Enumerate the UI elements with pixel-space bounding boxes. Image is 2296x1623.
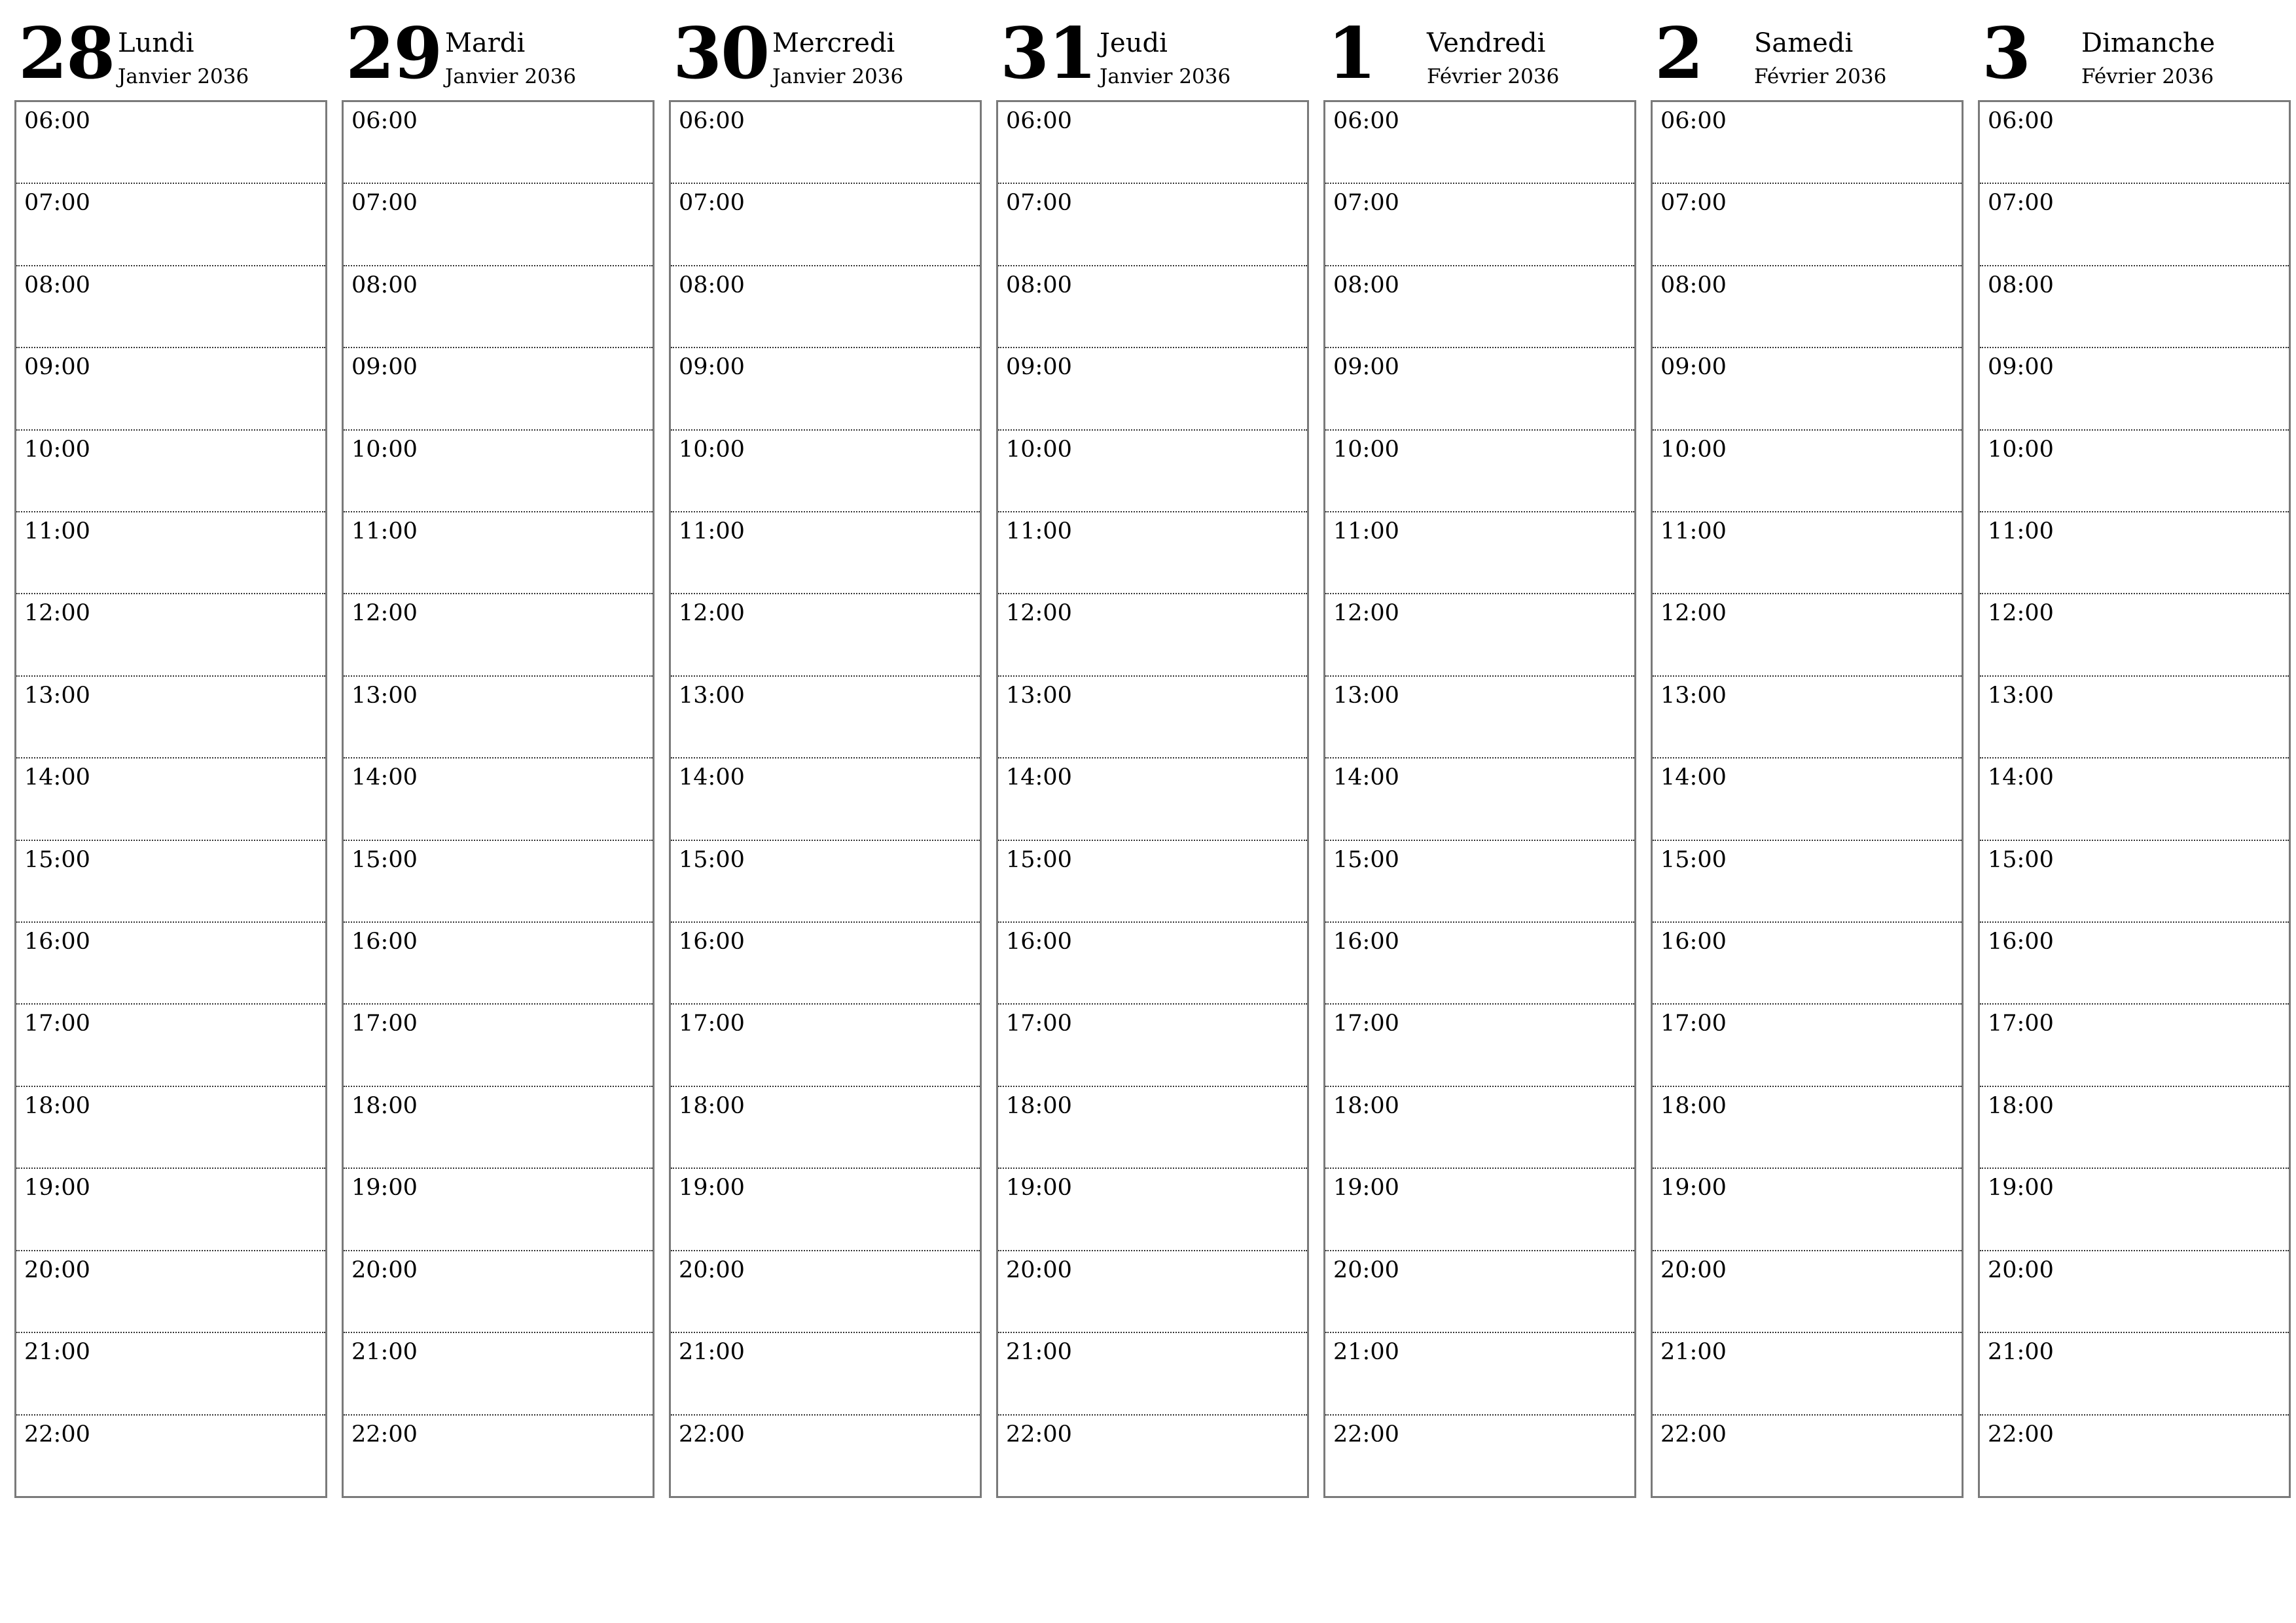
day-number: 30 (673, 12, 769, 95)
day-month: Janvier 2036 (772, 65, 904, 88)
day-month: Janvier 2036 (118, 65, 249, 88)
time-slot[interactable]: 12:00 (998, 594, 1307, 676)
time-slot[interactable]: 13:00 (1325, 677, 1634, 758)
time-slot[interactable]: 11:00 (998, 512, 1307, 594)
hour-grid (669, 100, 982, 1498)
day-column-friday (1323, 13, 1636, 1505)
time-slot[interactable]: 07:00 (1980, 184, 2289, 266)
time-slot[interactable]: 20:00 (344, 1251, 653, 1333)
time-slot[interactable]: 22:00 (1660, 1421, 1727, 1448)
day-header (996, 13, 1309, 100)
day-column-thursday (996, 13, 1309, 1505)
time-slot[interactable]: 16:00 (16, 923, 325, 1005)
day-month: Février 2036 (2081, 65, 2214, 88)
day-header (669, 13, 982, 100)
time-slot[interactable]: 14:00 (1980, 758, 2289, 840)
time-slot[interactable]: 12:00 (1653, 594, 1962, 676)
time-slot[interactable]: 13:00 (16, 677, 325, 758)
time-slot[interactable]: 19:00 (1325, 1169, 1634, 1251)
time-slot[interactable]: 16:00 (1653, 923, 1962, 1005)
time-slot[interactable]: 09:00 (1980, 348, 2289, 430)
time-slot[interactable]: 15:00 (998, 841, 1307, 923)
day-name: Dimanche (2081, 28, 2215, 58)
time-slot[interactable]: 11:00 (344, 512, 653, 594)
time-slot[interactable]: 16:00 (1980, 923, 2289, 1005)
time-slot[interactable]: 18:00 (671, 1087, 980, 1169)
hour-grid (1651, 100, 1964, 1498)
time-slot[interactable]: 09:00 (671, 348, 980, 430)
time-slot[interactable]: 08:00 (1980, 266, 2289, 348)
time-slot[interactable]: 20:00 (998, 1251, 1307, 1333)
time-slot[interactable]: 21:00 (1653, 1333, 1962, 1415)
time-slot[interactable]: 20:00 (1653, 1251, 1962, 1333)
time-slot[interactable]: 12:00 (344, 594, 653, 676)
time-slot[interactable]: 17:00 (998, 1005, 1307, 1086)
time-slot[interactable]: 22:00 (679, 1421, 745, 1448)
time-slot[interactable]: 11:00 (1325, 512, 1634, 594)
time-slot[interactable]: 16:00 (1325, 923, 1634, 1005)
day-header (1978, 13, 2291, 100)
time-slot[interactable]: 16:00 (998, 923, 1307, 1005)
day-number: 31 (1000, 12, 1096, 95)
time-slot[interactable]: 06:00 (344, 102, 653, 184)
hour-grid (1323, 100, 1636, 1498)
time-slot[interactable]: 11:00 (1653, 512, 1962, 594)
time-slot[interactable]: 09:00 (1653, 348, 1962, 430)
time-slot[interactable]: 11:00 (1980, 512, 2289, 594)
time-slot[interactable]: 20:00 (1325, 1251, 1634, 1333)
time-slot[interactable]: 09:00 (998, 348, 1307, 430)
day-column-sunday (1978, 13, 2291, 1505)
day-meta (118, 18, 249, 92)
time-slot[interactable]: 10:00 (344, 431, 653, 512)
hour-grid (1978, 100, 2291, 1498)
time-slot[interactable]: 07:00 (998, 184, 1307, 266)
time-slot[interactable]: 18:00 (1653, 1087, 1962, 1169)
day-meta (1754, 18, 1886, 92)
time-slot[interactable]: 13:00 (1980, 677, 2289, 758)
time-slot[interactable]: 08:00 (1325, 266, 1634, 348)
day-name: Jeudi (1100, 28, 1168, 58)
time-slot[interactable]: 07:00 (1325, 184, 1634, 266)
hour-grid (14, 100, 327, 1498)
time-slot[interactable]: 21:00 (1325, 1333, 1634, 1415)
time-slot[interactable]: 10:00 (1980, 431, 2289, 512)
time-slot[interactable]: 21:00 (998, 1333, 1307, 1415)
day-meta (1427, 18, 1559, 92)
day-name: Lundi (118, 28, 194, 58)
day-month: Janvier 2036 (1100, 65, 1231, 88)
day-name: Samedi (1754, 28, 1854, 58)
day-month: Février 2036 (1427, 65, 1560, 88)
day-header (342, 13, 655, 100)
time-slot[interactable]: 12:00 (16, 594, 325, 676)
day-number: 2 (1655, 12, 1703, 95)
time-slot[interactable]: 20:00 (671, 1251, 980, 1333)
time-slot[interactable]: 08:00 (671, 266, 980, 348)
time-slot[interactable]: 07:00 (344, 184, 653, 266)
time-slot[interactable]: 08:00 (998, 266, 1307, 348)
time-slot[interactable]: 17:00 (1653, 1005, 1962, 1086)
day-column-tuesday (342, 13, 655, 1505)
time-slot[interactable]: 06:00 (998, 102, 1307, 184)
time-slot[interactable]: 18:00 (1325, 1087, 1634, 1169)
day-column-saturday (1651, 13, 1964, 1505)
time-slot[interactable]: 06:00 (1325, 102, 1634, 184)
time-slot[interactable]: 19:00 (998, 1169, 1307, 1251)
day-meta (772, 18, 903, 92)
time-slot[interactable]: 22:00 (1006, 1421, 1072, 1448)
time-slot[interactable]: 17:00 (344, 1005, 653, 1086)
time-slot[interactable]: 10:00 (1653, 431, 1962, 512)
time-slot[interactable]: 10:00 (16, 431, 325, 512)
time-slot[interactable]: 20:00 (16, 1251, 325, 1333)
time-slot[interactable]: 22:00 (1988, 1421, 2054, 1448)
day-meta (1100, 18, 1230, 92)
day-month: Février 2036 (1754, 65, 1887, 88)
hour-grid (342, 100, 655, 1498)
time-slot[interactable]: 13:00 (344, 677, 653, 758)
day-number: 28 (18, 12, 115, 95)
day-column-wednesday (669, 13, 982, 1505)
time-slot[interactable]: 22:00 (24, 1421, 90, 1448)
time-slot[interactable]: 09:00 (344, 348, 653, 430)
time-slot[interactable]: 12:00 (1980, 594, 2289, 676)
day-number: 3 (1982, 12, 2030, 95)
time-slot[interactable]: 06:00 (671, 102, 980, 184)
time-slot[interactable]: 17:00 (1325, 1005, 1634, 1086)
day-meta (2081, 18, 2215, 92)
day-header (1323, 13, 1636, 100)
time-slot[interactable]: 15:00 (1325, 841, 1634, 923)
time-slot[interactable]: 22:00 (351, 1421, 418, 1448)
day-header (1651, 13, 1964, 100)
time-slot[interactable]: 19:00 (671, 1169, 980, 1251)
time-slot[interactable]: 19:00 (1653, 1169, 1962, 1251)
day-name: Vendredi (1427, 28, 1546, 58)
time-slot[interactable]: 14:00 (671, 758, 980, 840)
time-slot[interactable]: 08:00 (344, 266, 653, 348)
time-slot[interactable]: 18:00 (344, 1087, 653, 1169)
time-slot[interactable]: 21:00 (1980, 1333, 2289, 1415)
day-meta (445, 18, 576, 92)
time-slot[interactable]: 06:00 (1980, 102, 2289, 184)
time-slot[interactable]: 19:00 (1980, 1169, 2289, 1251)
time-slot[interactable]: 21:00 (344, 1333, 653, 1415)
weekly-planner (14, 13, 2292, 1505)
time-slot[interactable]: 18:00 (16, 1087, 325, 1169)
time-slot[interactable]: 10:00 (1325, 431, 1634, 512)
time-slot[interactable]: 07:00 (1653, 184, 1962, 266)
time-slot[interactable]: 06:00 (16, 102, 325, 184)
time-slot[interactable]: 21:00 (671, 1333, 980, 1415)
time-slot[interactable]: 21:00 (16, 1333, 325, 1415)
time-slot[interactable]: 11:00 (16, 512, 325, 594)
time-slot[interactable]: 20:00 (1980, 1251, 2289, 1333)
day-column-monday (14, 13, 327, 1505)
time-slot[interactable]: 08:00 (16, 266, 325, 348)
time-slot[interactable]: 17:00 (671, 1005, 980, 1086)
time-slot[interactable]: 08:00 (1653, 266, 1962, 348)
day-name: Mercredi (772, 28, 895, 58)
time-slot[interactable]: 17:00 (1980, 1005, 2289, 1086)
time-slot[interactable]: 14:00 (998, 758, 1307, 840)
time-slot[interactable]: 14:00 (1653, 758, 1962, 840)
day-name: Mardi (445, 28, 526, 58)
time-slot[interactable]: 12:00 (671, 594, 980, 676)
day-number: 29 (346, 12, 442, 95)
time-slot[interactable]: 15:00 (671, 841, 980, 923)
time-slot[interactable]: 09:00 (16, 348, 325, 430)
time-slot[interactable]: 06:00 (1653, 102, 1962, 184)
time-slot[interactable]: 15:00 (344, 841, 653, 923)
time-slot[interactable]: 15:00 (1980, 841, 2289, 923)
day-header (14, 13, 327, 100)
time-slot[interactable]: 13:00 (671, 677, 980, 758)
time-slot[interactable]: 19:00 (344, 1169, 653, 1251)
time-slot[interactable]: 18:00 (998, 1087, 1307, 1169)
time-slot[interactable]: 16:00 (344, 923, 653, 1005)
time-slot[interactable]: 12:00 (1325, 594, 1634, 676)
time-slot[interactable]: 13:00 (1653, 677, 1962, 758)
time-slot[interactable]: 14:00 (16, 758, 325, 840)
time-slot[interactable]: 14:00 (344, 758, 653, 840)
time-slot[interactable]: 14:00 (1325, 758, 1634, 840)
time-slot[interactable]: 16:00 (671, 923, 980, 1005)
day-number: 1 (1327, 12, 1376, 95)
time-slot[interactable]: 10:00 (671, 431, 980, 512)
time-slot[interactable]: 09:00 (1325, 348, 1634, 430)
time-slot[interactable]: 07:00 (671, 184, 980, 266)
hour-grid (996, 100, 1309, 1498)
time-slot[interactable]: 13:00 (998, 677, 1307, 758)
time-slot[interactable]: 10:00 (998, 431, 1307, 512)
time-slot[interactable]: 15:00 (16, 841, 325, 923)
time-slot[interactable]: 15:00 (1653, 841, 1962, 923)
time-slot[interactable]: 19:00 (16, 1169, 325, 1251)
time-slot[interactable]: 11:00 (671, 512, 980, 594)
time-slot[interactable]: 17:00 (16, 1005, 325, 1086)
time-slot[interactable]: 22:00 (1333, 1421, 1399, 1448)
time-slot[interactable]: 18:00 (1980, 1087, 2289, 1169)
time-slot[interactable]: 07:00 (16, 184, 325, 266)
day-month: Janvier 2036 (445, 65, 577, 88)
